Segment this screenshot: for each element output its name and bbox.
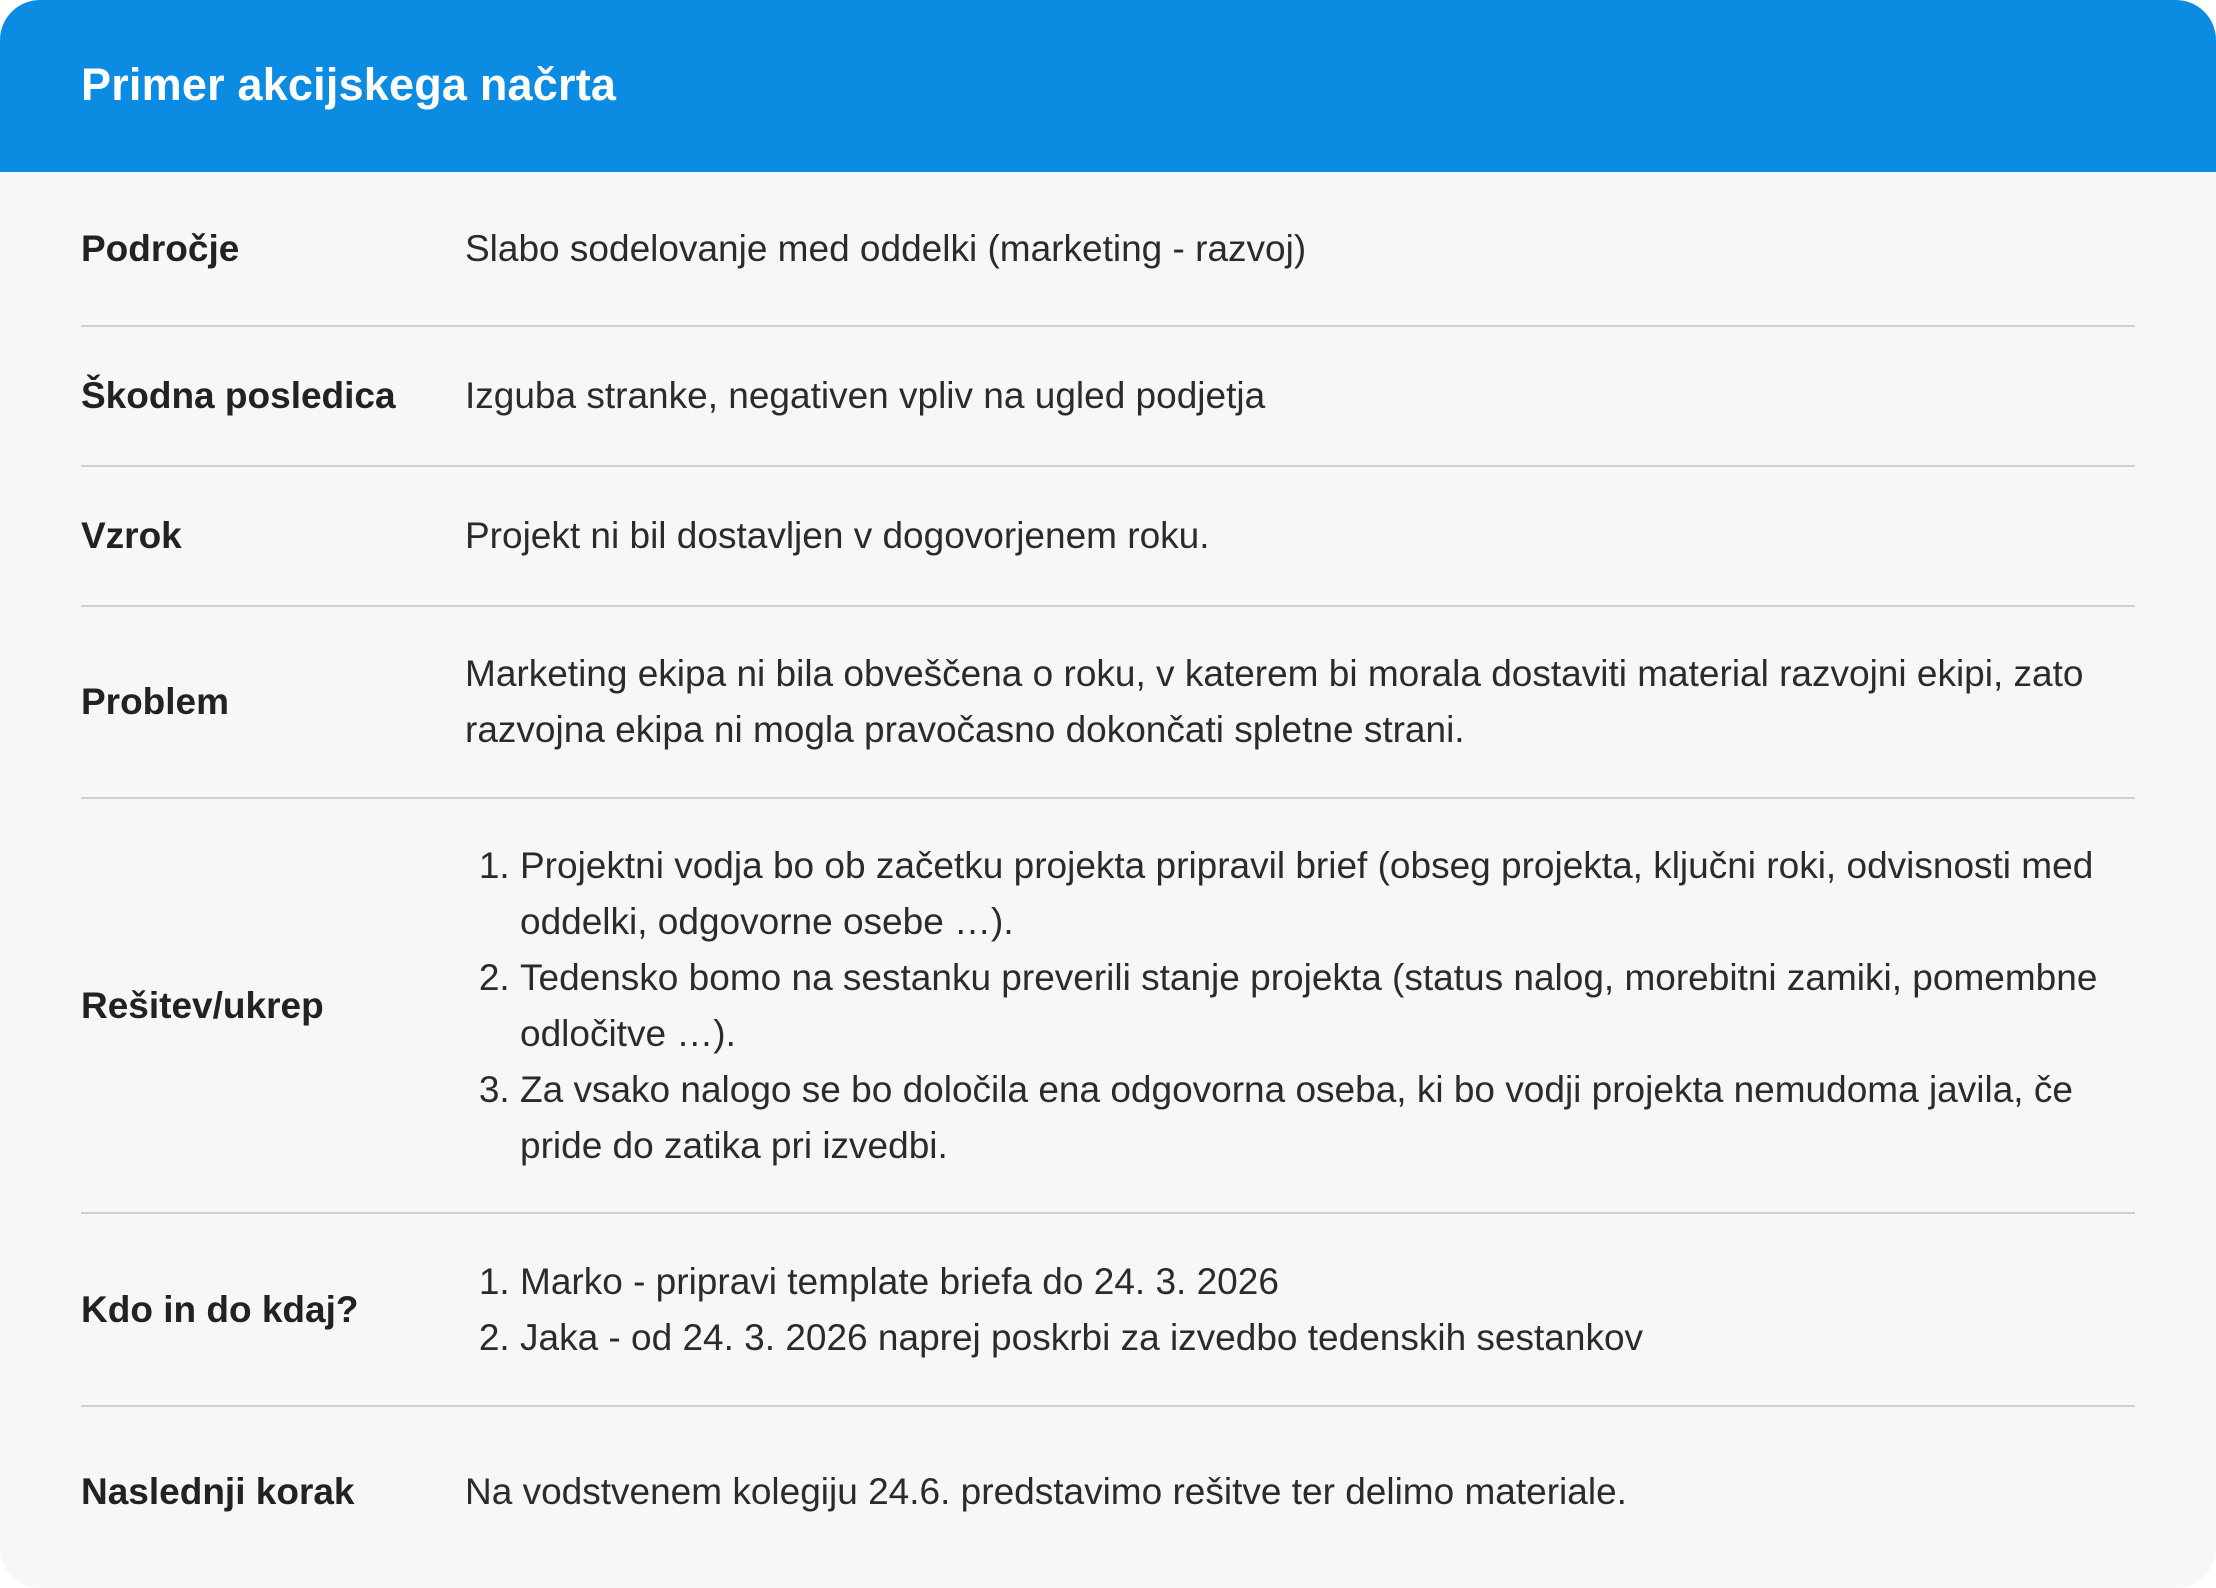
card-header [0,0,2216,172]
row-label: Naslednji korak [81,1471,355,1512]
row-label: Kdo in do kdaj? [81,1288,359,1330]
table-row-kdo-in-do-kdaj [81,1214,2135,1407]
table-row-naslednji-korak [81,1407,2135,1577]
row-value: Marketing ekipa ni bila obveščena o roku, v katerem bi morala dostaviti material razvojni ekipi, zato razvojna ekipa ni mogla pravočasno dokončati spletne strani. [465,653,2084,750]
list-item: 3. Za vsako nalogo se bo določila ena odgovorna oseba, ki bo vodji projekta nemudoma javila, če pride do zatika pri izvedbi. [520,1062,2135,1174]
row-value: Na vodstvenem kolegiju 24.6. predstavimo rešitve ter delimo materiale. [465,1471,1627,1512]
row-value: Projekt ni bil dostavljen v dogovorjenem roku. [465,515,1210,556]
action-plan-table [81,172,2135,1577]
list-item: 2. Tedensko bomo na sestanku preverili stanje projekta (status nalog, morebitni zamiki, pomembne odločitve …). [520,950,2135,1062]
list-item: 2. Jaka - od 24. 3. 2026 naprej poskrbi za izvedbo tedenskih sestankov [520,1310,2135,1366]
row-value: Slabo sodelovanje med oddelki (marketing - razvoj) [465,227,1307,269]
row-value [465,838,2135,1174]
table-row-resitev-ukrep [81,799,2135,1214]
page-title: Primer akcijskega načrta [81,59,617,110]
row-label: Škodna posledica [81,375,396,416]
table-row-skodna-posledica [81,327,2135,467]
row-label: Področje [81,227,240,269]
list-item: 1. Projektni vodja bo ob začetku projekta pripravil brief (obseg projekta, ključni roki, odvisnosti med oddelki, odgovorne osebe …). [520,838,2135,950]
row-label: Vzrok [81,515,182,556]
list-item: 1. Marko - pripravi template briefa do 24. 3. 2026 [520,1254,2135,1310]
responsibility-list [465,1254,2135,1366]
row-label: Rešitev/ukrep [81,984,324,1026]
row-value [465,1254,2135,1366]
solution-list [465,838,2135,1174]
table-row-podrocje [81,172,2135,327]
table-row-problem [81,607,2135,799]
row-value: Izguba stranke, negativen vpliv na ugled podjetja [465,375,1266,416]
row-label: Problem [81,681,230,722]
table-row-vzrok [81,467,2135,607]
